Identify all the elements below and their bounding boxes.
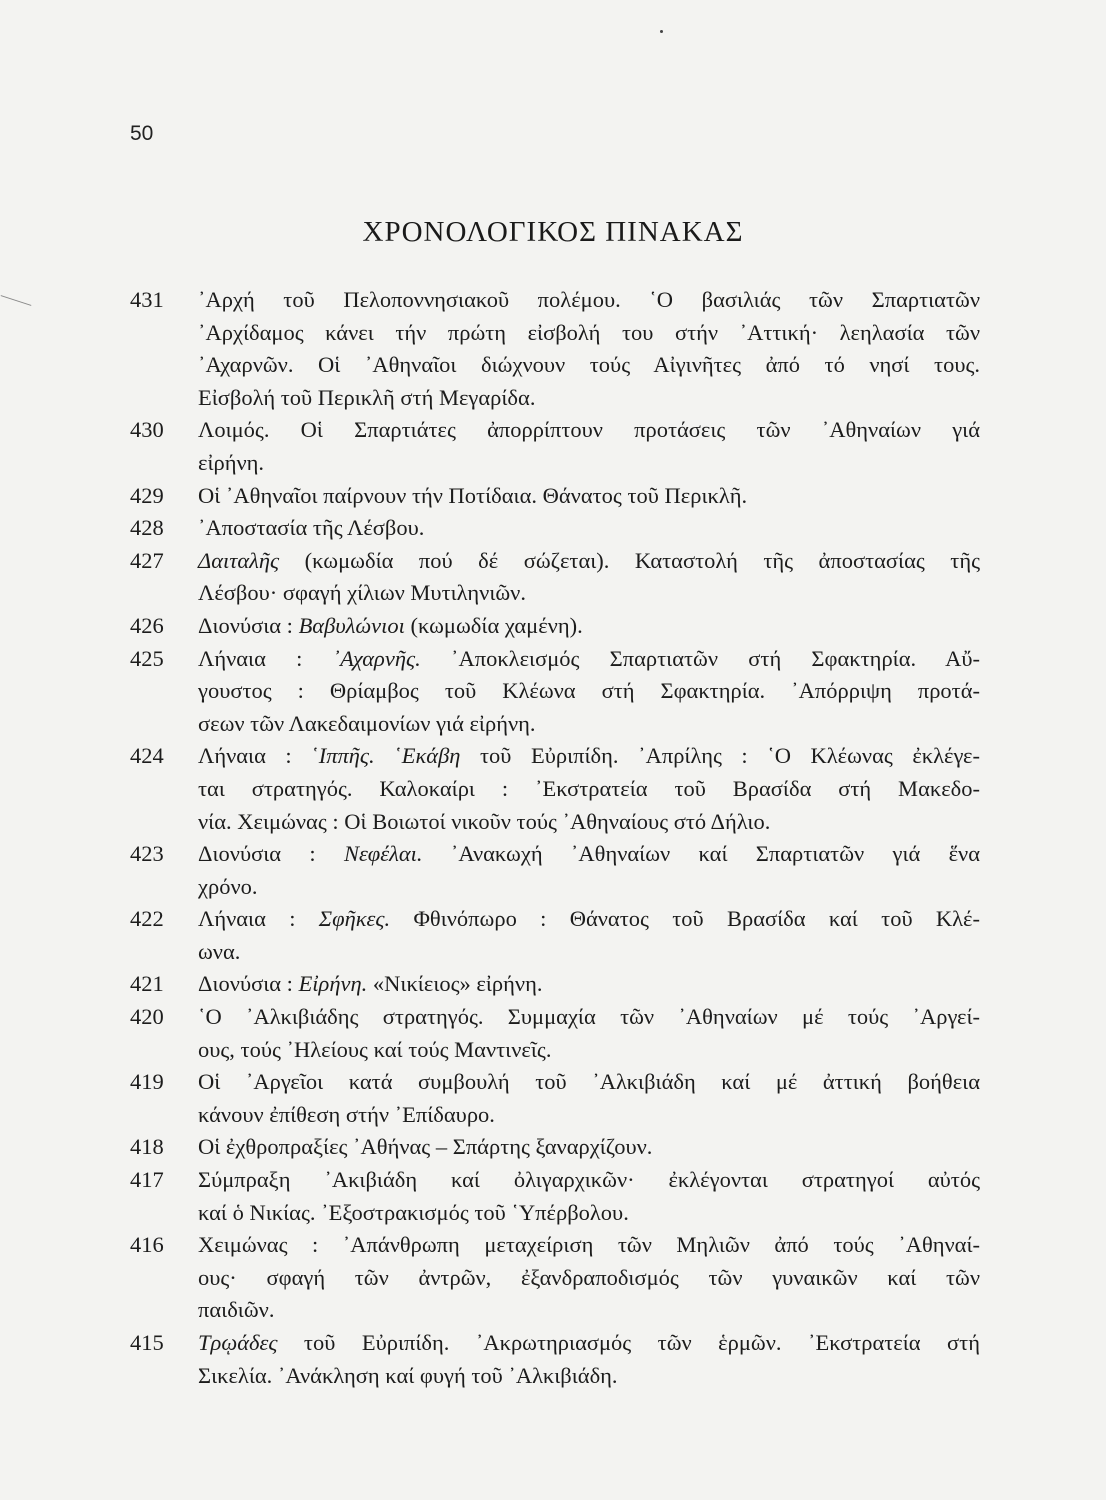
- text-segment: ᾿Αχαρνῶν. Οἱ ᾿Αθηναῖοι διώχνουν τούς Αἰγινῆτες ἀπό τό νησί τους.: [198, 352, 980, 378]
- entry-line: [198, 382, 980, 415]
- entry-year: 415: [130, 1330, 164, 1355]
- text-segment: ᾿Αρχίδαμος κάνει τήν πρώτη εἰσβολή του στήν ᾿Αττική· λεηλασία τῶν: [198, 319, 980, 345]
- entry-text: [198, 838, 980, 903]
- entry-text: [198, 414, 980, 479]
- chronology-entry: [130, 610, 980, 643]
- entry-line: [198, 349, 980, 382]
- text-segment: νία. Χειμώνας : Οἱ Βοιωτοί νικοῦν τούς ᾿Αθηναίους στό Δήλιο.: [198, 808, 771, 834]
- text-segment: ους· σφαγή τῶν ἀντρῶν, ἐξανδραποδισμός τῶν γυναικῶν καί τῶν: [198, 1264, 980, 1290]
- entry-line: [198, 806, 980, 839]
- entry-year: 426: [130, 612, 164, 638]
- text-segment: Εἰσβολή τοῦ Περικλῆ στή Μεγαρίδα.: [198, 384, 536, 410]
- chronology-entry: [130, 1229, 980, 1327]
- text-segment: Διονύσια :: [198, 612, 299, 638]
- entry-line: [198, 773, 980, 806]
- entry-text: [198, 643, 980, 741]
- text-segment: Οἱ ἐχθροπραξίες ᾿Αθήνας – Σπάρτης ξαναρχίζουν.: [198, 1134, 653, 1160]
- entry-text: [198, 740, 980, 838]
- text-segment: «Νικίειος» εἰρήνη.: [367, 971, 543, 997]
- entry-line: [198, 871, 980, 904]
- entry-line: [198, 643, 980, 676]
- entry-line: [198, 1131, 980, 1164]
- text-segment: Διονύσια :: [198, 971, 299, 997]
- chronology-table: [130, 284, 980, 1392]
- entry-text: [198, 903, 980, 968]
- entry-line: [198, 838, 980, 871]
- text-segment: Χειμώνας : ᾿Απάνθρωπη μεταχείριση τῶν Μηλιῶν ἀπό τούς ᾿Αθηναί-: [198, 1232, 980, 1258]
- italic-title: Βαβυλώνιοι: [298, 612, 405, 638]
- entry-year: 416: [130, 1232, 164, 1258]
- text-segment: (κωμωδία χαμένη).: [404, 612, 583, 638]
- entry-text: [198, 1066, 980, 1131]
- entry-line: [198, 1294, 980, 1327]
- entry-text: [198, 1327, 980, 1392]
- entry-year: 422: [130, 906, 164, 932]
- text-segment: ᾿Αποκλεισμός Σπαρτιατῶν στή Σφακτηρία. Αὔ-: [420, 645, 981, 671]
- chronology-entry: [130, 903, 980, 968]
- entry-line: [198, 903, 980, 936]
- entry-year: 423: [130, 841, 164, 867]
- entry-text: [198, 1001, 980, 1066]
- text-segment: ται στρατηγός. Καλοκαίρι : ᾿Εκστρατεία τοῦ Βρασίδα στή Μακεδο-: [198, 775, 980, 801]
- entry-text: [198, 480, 980, 513]
- chronology-entry: [130, 545, 980, 610]
- entry-line: [198, 447, 980, 480]
- page-title: ΧΡΟΝΟΛΟΓΙΚΟΣ ΠΙΝΑΚΑΣ: [362, 216, 744, 248]
- chronology-entry: [130, 968, 980, 1001]
- text-segment: εἰρήνη.: [198, 449, 265, 475]
- entry-year: 420: [130, 1004, 164, 1030]
- text-segment: κάνουν ἐπίθεση στήν ᾿Επίδαυρο.: [198, 1101, 495, 1127]
- entry-line: [198, 740, 980, 773]
- italic-title: Σφῆκες.: [318, 906, 391, 932]
- chronology-entry: [130, 838, 980, 903]
- entry-line: [198, 284, 980, 317]
- entry-year: 424: [130, 743, 164, 769]
- entry-line: [198, 1262, 980, 1295]
- entry-line: [198, 968, 980, 1001]
- text-segment: τοῦ Εὐριπίδη. ᾿Απρίλης : ῾Ο Κλέωνας ἐκλέγε-: [460, 743, 980, 769]
- chronology-entry: [130, 512, 980, 545]
- entry-line: [198, 512, 980, 545]
- chronology-entry: [130, 480, 980, 513]
- entry-year: 430: [130, 417, 164, 443]
- text-segment: ῾Ο ᾿Αλκιβιάδης στρατηγός. Συμμαχία τῶν ᾿Αθηναίων μέ τούς ᾿Αργεί-: [198, 1004, 980, 1030]
- entry-line: [198, 1066, 980, 1099]
- chronology-entry: [130, 643, 980, 741]
- italic-title: Δαιταλῆς: [198, 547, 280, 573]
- text-segment: ους, τούς ᾿Ηλείους καί τούς Μαντινεῖς.: [198, 1036, 552, 1062]
- entry-line: [198, 577, 980, 610]
- edge-mark: [1, 295, 32, 306]
- page-number: 50: [130, 122, 154, 145]
- entry-text: [198, 1229, 980, 1327]
- text-segment: Σικελία. ᾿Ανάκληση καί φυγή τοῦ ᾿Αλκιβιάδη.: [198, 1362, 618, 1388]
- entry-text: [198, 284, 980, 414]
- entry-line: [198, 414, 980, 447]
- entry-text: [198, 1131, 980, 1164]
- paper-speck: [660, 30, 663, 33]
- italic-title: Νεφέλαι.: [343, 841, 423, 867]
- text-segment: τοῦ Εὐριπίδη. ᾿Ακρωτηριασμός τῶν ἑρμῶν. ᾿Εκστρατεία στή: [277, 1330, 980, 1355]
- chronology-entry: [130, 1131, 980, 1164]
- chronology-entry: [130, 284, 980, 414]
- entry-line: [198, 1197, 980, 1230]
- entry-year: 419: [130, 1069, 164, 1095]
- text-segment: χρόνο.: [198, 873, 258, 899]
- text-segment: Σύμπραξη ᾿Ακιβιάδη καί ὀλιγαρχικῶν· ἐκλέγονται στρατηγοί αὐτός: [198, 1167, 980, 1193]
- entry-line: [198, 1327, 980, 1360]
- entry-year: 417: [130, 1167, 164, 1193]
- entry-line: [198, 1164, 980, 1197]
- text-segment: Λήναια :: [198, 906, 319, 932]
- text-segment: γουστος : Θρίαμβος τοῦ Κλέωνα στή Σφακτηρία. ᾿Απόρριψη προτά-: [198, 678, 980, 704]
- text-segment: ᾿Ανακωχή ᾿Αθηναίων καί Σπαρτιατῶν γιά ἕνα: [422, 841, 981, 867]
- entry-line: [198, 708, 980, 741]
- chronology-entry: [130, 414, 980, 479]
- entry-text: [198, 968, 980, 1001]
- entry-year: 428: [130, 515, 164, 541]
- entry-text: [198, 1164, 980, 1229]
- chronology-entry: [130, 1001, 980, 1066]
- entry-line: [198, 1001, 980, 1034]
- text-segment: Λέσβου· σφαγή χίλιων Μυτιληνιῶν.: [198, 580, 526, 606]
- text-segment: (κωμωδία πού δέ σώζεται). Καταστολή τῆς ἀποστασίας τῆς: [279, 547, 980, 573]
- text-segment: σεων τῶν Λακεδαιμονίων γιά εἰρήνη.: [198, 710, 536, 736]
- entry-year: 421: [130, 971, 164, 997]
- entry-line: [198, 1099, 980, 1132]
- entry-line: [198, 936, 980, 969]
- text-segment: Λήναια :: [198, 645, 333, 671]
- text-segment: Οἱ ᾿Αθηναῖοι παίρνουν τήν Ποτίδαια. Θάνατος τοῦ Περικλῆ.: [198, 482, 748, 508]
- entry-year: 425: [130, 645, 164, 671]
- chronology-entry: [130, 1164, 980, 1229]
- text-segment: ᾿Αρχή τοῦ Πελοποννησιακοῦ πολέμου. ῾Ο βασιλιάς τῶν Σπαρτιατῶν: [198, 287, 980, 312]
- text-segment: Φθινόπωρο : Θάνατος τοῦ Βρασίδα καί τοῦ Κλέ-: [390, 906, 981, 932]
- entry-line: [198, 480, 980, 513]
- chronology-entry: [130, 1327, 980, 1392]
- text-segment: ωνα.: [198, 938, 241, 964]
- entry-text: [198, 545, 980, 610]
- text-segment: Λοιμός. Οἱ Σπαρτιάτες ἀπορρίπτουν προτάσεις τῶν ᾿Αθηναίων γιά: [198, 417, 980, 443]
- text-segment: Λήναια :: [198, 743, 312, 769]
- entry-text: [198, 512, 980, 545]
- italic-title: ῾Ιππῆς. ῾Εκάβη: [311, 743, 461, 769]
- text-segment: παιδιῶν.: [198, 1297, 275, 1323]
- italic-title: Τρῳάδες: [198, 1330, 278, 1355]
- text-segment: Διονύσια :: [198, 841, 344, 867]
- entry-line: [198, 675, 980, 708]
- entry-line: [198, 1360, 980, 1393]
- entry-line: [198, 1034, 980, 1067]
- entry-year: 429: [130, 482, 164, 508]
- italic-title: Εἰρήνη.: [298, 971, 368, 997]
- entry-text: [198, 610, 980, 643]
- text-segment: Οἱ ᾿Αργεῖοι κατά συμβουλή τοῦ ᾿Αλκιβιάδη καί μέ ἀττική βοήθεια: [198, 1069, 980, 1095]
- chronology-entry: [130, 740, 980, 838]
- entry-year: 427: [130, 547, 164, 573]
- entry-year: 418: [130, 1134, 164, 1160]
- italic-title: ᾿Αχαρνῆς.: [332, 645, 421, 671]
- entry-line: [198, 317, 980, 350]
- entry-year: 431: [130, 287, 164, 312]
- text-segment: καί ὁ Νικίας. ᾿Εξοστρακισμός τοῦ ῾Υπέρβολου.: [198, 1199, 629, 1225]
- entry-line: [198, 1229, 980, 1262]
- text-segment: ᾿Αποστασία τῆς Λέσβου.: [198, 515, 425, 541]
- entry-line: [198, 610, 980, 643]
- entry-line: [198, 545, 980, 578]
- chronology-entry: [130, 1066, 980, 1131]
